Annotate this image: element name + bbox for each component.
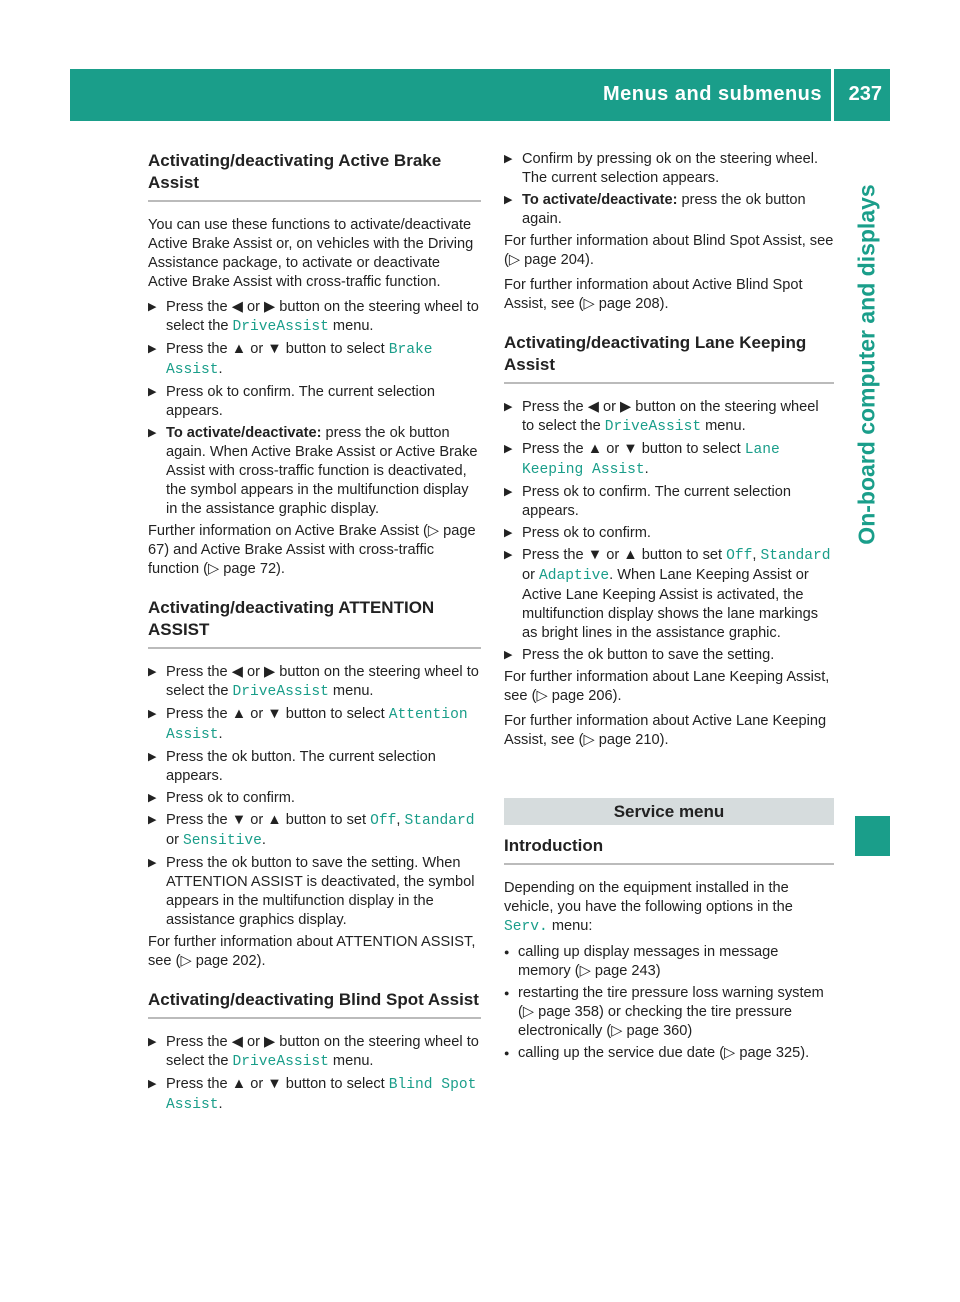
paragraph: Depending on the equipment installed in the vehicle, you have the following options in the Serv. menu: (504, 880, 793, 935)
step: ▶ Press the ok button. The current selection appears. (148, 748, 481, 786)
page-header (70, 69, 890, 121)
side-tab (845, 121, 890, 1186)
section-title-attention-assist: Activating/deactivating ATTENTION ASSIST (148, 597, 481, 649)
paragraph: For further information about ATTENTION ASSIST, see (▷ page 202). (148, 934, 476, 969)
step: ▶ Press the ▼ or ▲ button to set Off, Standard or Adaptive. When Lane Keeping Assist or Active Lane Keeping Assist is activated, the multifunction display shows the lane markings as bright lines in the assistance graphic. (504, 546, 834, 643)
section-title-lane-keeping: Activating/deactivating Lane Keeping Assist (504, 332, 834, 384)
step: ▶ Press the ▲ or ▼ button to select Attention Assist. (148, 705, 481, 745)
step: ▶ Confirm by pressing ok on the steering wheel. The current selection appears. (504, 150, 834, 188)
step: ▶ Press the ok button to save the setting. When ATTENTION ASSIST is deactivated, the symbol appears in the multifunction display in the assistance graphics display. (148, 854, 481, 930)
step: ▶ Press the ◀ or ▶ button on the steering wheel to select the DriveAssist menu. (504, 398, 834, 437)
paragraph: For further information about Active Lane Keeping Assist, see (▷ page 210). (504, 713, 827, 748)
step: ▶ Press ok to confirm. (504, 524, 834, 543)
bullet-item: ● calling up display messages in message memory (▷ page 243) (504, 943, 834, 981)
step: ▶ Press the ◀ or ▶ button on the steering wheel to select the DriveAssist menu. (148, 1033, 481, 1072)
section-title-blind-spot: Activating/deactivating Blind Spot Assist (148, 989, 481, 1019)
step: ▶ Press the ▲ or ▼ button to select Blind Spot Assist. (148, 1075, 481, 1115)
left-column (148, 150, 481, 1118)
section-title-introduction: Introduction (504, 835, 834, 865)
paragraph: For further information about Blind Spot Assist, see (▷ page 204). (504, 233, 834, 268)
side-tab-label: On-board computer and displays (853, 184, 880, 545)
section-title-active-brake: Activating/deactivating Active Brake Assist (148, 150, 481, 202)
paragraph: Further information on Active Brake Assist (▷ page 67) and Active Brake Assist with cross-traffic function (▷ page 72). (148, 523, 476, 577)
side-marker (855, 816, 890, 856)
step: ▶ Press ok to confirm. The current selection appears. (504, 483, 834, 521)
paragraph: You can use these functions to activate/deactivate Active Brake Assist or, on vehicles with the Driving Assistance package, to activate or deactivate Active Brake Assist with cross-traffic function. (148, 217, 474, 290)
step: ▶ Press ok to confirm. The current selection appears. (148, 383, 481, 421)
header-separator (831, 69, 834, 121)
step: ▶ Press the ▲ or ▼ button to select Lane Keeping Assist. (504, 440, 834, 480)
step: ▶ To activate/deactivate: press the ok button again. (504, 191, 834, 229)
bullet-item: ● restarting the tire pressure loss warning system (▷ page 358) or checking the tire pressure electronically (▷ page 360) (504, 984, 834, 1041)
right-column (504, 150, 834, 1066)
step: ▶ Press the ▼ or ▲ button to set Off, Standard or Sensitive. (148, 811, 481, 851)
step: ▶ To activate/deactivate: press the ok button again. When Active Brake Assist or Active Brake Assist with cross-traffic function is deactivated, the symbol appears in the multifunction display in the assistance graphic display. (148, 424, 481, 519)
paragraph: For further information about Lane Keeping Assist, see (▷ page 206). (504, 669, 830, 704)
header-title: Menus and submenus (602, 83, 822, 105)
service-menu-banner: Service menu (504, 798, 834, 825)
step: ▶ Press the ▲ or ▼ button to select Brake Assist. (148, 340, 481, 380)
step: ▶ Press the ◀ or ▶ button on the steering wheel to select the DriveAssist menu. (148, 298, 481, 337)
step: ▶ Press the ok button to save the setting. (504, 646, 834, 665)
bullet-item: ● calling up the service due date (▷ page 325). (504, 1044, 834, 1063)
paragraph: For further information about Active Blind Spot Assist, see (▷ page 208). (504, 277, 803, 312)
step: ▶ Press the ◀ or ▶ button on the steering wheel to select the DriveAssist menu. (148, 663, 481, 702)
page-number: 237 (848, 83, 882, 105)
step: ▶ Press ok to confirm. (148, 789, 481, 808)
